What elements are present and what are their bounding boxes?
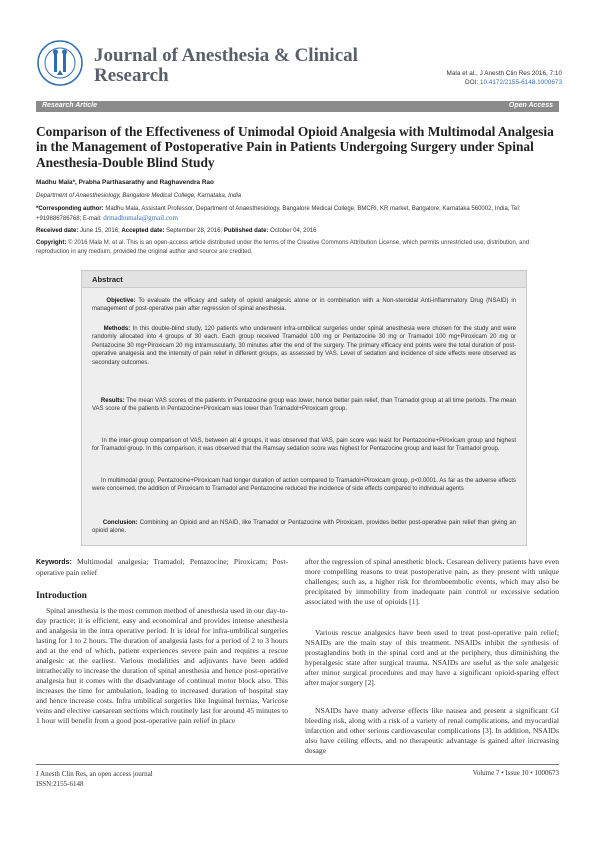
methods-label: Methods:	[103, 326, 131, 332]
results-label: Results:	[100, 398, 125, 404]
citation-block	[447, 70, 562, 87]
corresponding-label: *Corresponding author:	[36, 206, 104, 212]
right-column-paragraph-2: Various rescue analgesics have been used to treat post-operative pain relief; NSAIDs are the main stay of this treatment. NSAIDs inhibit the synthesis of prostaglandins both in the spinal cord and at the periphery, thus diminishing the hyperalgesic state after surgical trauma. NSAIDs are useful as the sole analgesic after minor surgical procedures and may have a significant opioid-sparing effect after major surgery [2].	[305, 628, 559, 687]
footer-journal	[36, 769, 153, 789]
para4-text: In the inter-group comparison of VAS, between all 4 groups, it was observed that VAS, pain score was least for Pentazocine+Piroxicam group and highest for Tramadol group. In this comparison, it was observed that the Ramsay sedation score was highest for Pentazocine group and least for Tramadol group.	[92, 438, 516, 453]
abstract-header	[82, 271, 526, 288]
received-label: Received date:	[36, 228, 79, 234]
affiliation: Department of Anaesthesiology, Bangalore Medical College, Karnataka, India	[36, 193, 242, 199]
abstract-para5	[92, 477, 516, 494]
abstract-methods	[92, 325, 516, 367]
accepted-date: September 28, 2016;	[166, 228, 223, 234]
abstract-box	[81, 270, 527, 546]
article-type-bar	[36, 101, 559, 112]
abstract-heading: Abstract	[92, 275, 123, 284]
footer-divider	[36, 764, 559, 765]
footer-journal-name: J Anesth Clin Res, an open access journal	[36, 770, 153, 778]
journal-logo	[37, 40, 83, 86]
introduction-paragraph: Spinal anesthesia is the most common method of anesthesia used in our day-to-day practice; it is efficient, easy and economical and provides intense anesthesia and analgesia in the intra operative period. It is ideal for infra-umbilical surgeries lasting for 1 to 2 hours. The duration of analgesia lasts for a period of 2 to 3 hours and at the end of which, patient experiences severe pain and requires a rescue analgesic at the earliest. Various modalities and adjuvants have been added intrathecally to increase the duration of spinal anesthesia and hence post-operative analgesia but it comes with the disadvantage of continual motor block also. This increases the time for ambulation, leading to increased duration of hospital stay and hence increase costs. Infra umbilical surgeries like Inguinal hernias, Varicose veins and elective caesarean sections which routinely last for around 45 minutes to 1 hour will benefit from a good post-operative pain relief in place	[36, 606, 288, 725]
abstract-para4	[92, 437, 516, 454]
keywords-label: Keywords:	[36, 559, 72, 566]
abstract-conclusion	[92, 519, 516, 536]
copyright-text: © 2016 Mala M, et al. This is an open-access article distributed under the terms of the Creative Commons Attribution License, which permits unrestricted use, distribution, and reproduction in any medium, provided the original author and source are credited.	[36, 240, 530, 255]
keywords	[36, 557, 288, 578]
doi-link[interactable]: 10.4172/2155-6148.1000673	[479, 78, 562, 86]
email-link[interactable]: drmadhumala@gmail.com	[103, 213, 178, 222]
copyright	[36, 239, 561, 256]
authors: Madhu Mala*, Prabha Parthasarathy and Raghavendra Rao	[36, 179, 214, 186]
methods-text: In this double-blind study, 120 patients who underwent infra-umbilical surgeries under spinal anesthesia were chosen for the study and were randomly allocated into 4 groups of 30 each. Each group received Tramadol 100 mg or Pentazocine 30 mg or Tramadol 100 mg+Piroxicam 20 mg or Pentazocine 30 mg+Piroxicam 20 mg intramuscularly, 30 minutes after the end of the surgery. The primary efficacy end points were the total duration of post-operative analgesia and the intensity of pain relief in different groups, as assessed by VAS. Level of sedation and incidence of side effects were observed as secondary outcomes.	[92, 326, 516, 366]
abstract-objective	[92, 297, 516, 314]
conclusion-text: Combining an Opioid and an NSAID, like Tramadol or Pentazocine with Piroxicam, provides better post-operative pain relief than giving an opioid alone.	[92, 520, 517, 535]
right-column-paragraph-1: after the regression of spinal anesthetic block. Cesarean delivery patients have even more compelling reasons to treat postoperative pain, as they present with unique challenges; such as, a higher risk for thromboembolic events, which may also be precipitated by immobility from inadequate pain control or excessive sedation associated with the use of opioids [1].	[305, 557, 559, 606]
para5-text: In multimodal group, Pentazocine+Piroxicam had longer duration of action compared to Tramadol+Piroxicam group, p<0.0001. As far as the adverse effects were concerned, the addition of Piroxicam to Tramadol and Pentazocine reduced the incidence of side effects compared to individual agents	[92, 478, 516, 493]
footer-volume: Volume 7 • Issue 10 • 1000673	[472, 769, 559, 777]
objective-label: Objective:	[106, 298, 136, 304]
corresponding-text: Madhu Mala, Assistant Professor, Department of Anaesthesiology, Bangalore Medical College, BMCRI, KR market, Bangalore, Karnataka 560002, India, Tel: +919886786768; E-mail:	[36, 206, 521, 222]
accepted-label: Accepted date:	[121, 228, 165, 234]
article-type: Research Article	[42, 102, 97, 109]
introduction-heading: Introduction	[36, 591, 87, 601]
open-access-label: Open Access	[508, 102, 553, 109]
abstract-results	[92, 397, 516, 414]
copyright-label: Copyright:	[36, 240, 67, 246]
corresponding-author	[36, 205, 561, 223]
published-label: Published date:	[223, 228, 269, 234]
article-dates	[36, 228, 317, 234]
objective-text: To evaluate the efficacy and safety of opioid analgesic alone or in combination with a Non-steroidal Anti-inflammatory Drug (NSAID) in management of post-operative pain after regression of spinal anesthesia.	[92, 298, 516, 313]
citation: Mala et al., J Anesth Clin Res 2016, 7:10	[446, 70, 562, 77]
conclusion-label: Conclusion:	[102, 520, 138, 526]
received-date: June 15, 2016;	[80, 228, 120, 234]
results-text: The mean VAS scores of the patients in Pentazocine group was lower, hence better pain relief, than Tramadol group at all time periods. The mean VAS score of the patients in Pentazocine+Piroxicam was lower than Tramadol+Piroxicam group.	[92, 398, 517, 413]
journal-title: Journal of Anesthesia & Clinical Research	[94, 45, 358, 86]
right-column-paragraph-3: NSAIDs have many adverse effects like nausea and present a significant GI bleeding risk, along with a risk of a variety of renal complications, and myocardial infarction and other serious cardiovascular complications [3]. In addition, NSAIDs also have ceiling effects, and no therapeutic advantage is gained after increasing dosage	[305, 706, 559, 755]
keywords-text: Multimodal analgesia; Tramadol; Pentazocine; Piroxicam; Post-operative pain relief	[36, 557, 288, 577]
doi-label: DOI:	[464, 78, 479, 86]
article-title: Comparison of the Effectiveness of Unimodal Opioid Analgesia with Multimodal Analgesia in the Management of Postoperative Pain in Patients Undergoing Surgery under Spinal Anesthesia-Double Blind Study	[36, 124, 554, 170]
published-date: October 04, 2016	[270, 228, 317, 234]
footer-issn: ISSN:2155-6148	[36, 780, 84, 788]
